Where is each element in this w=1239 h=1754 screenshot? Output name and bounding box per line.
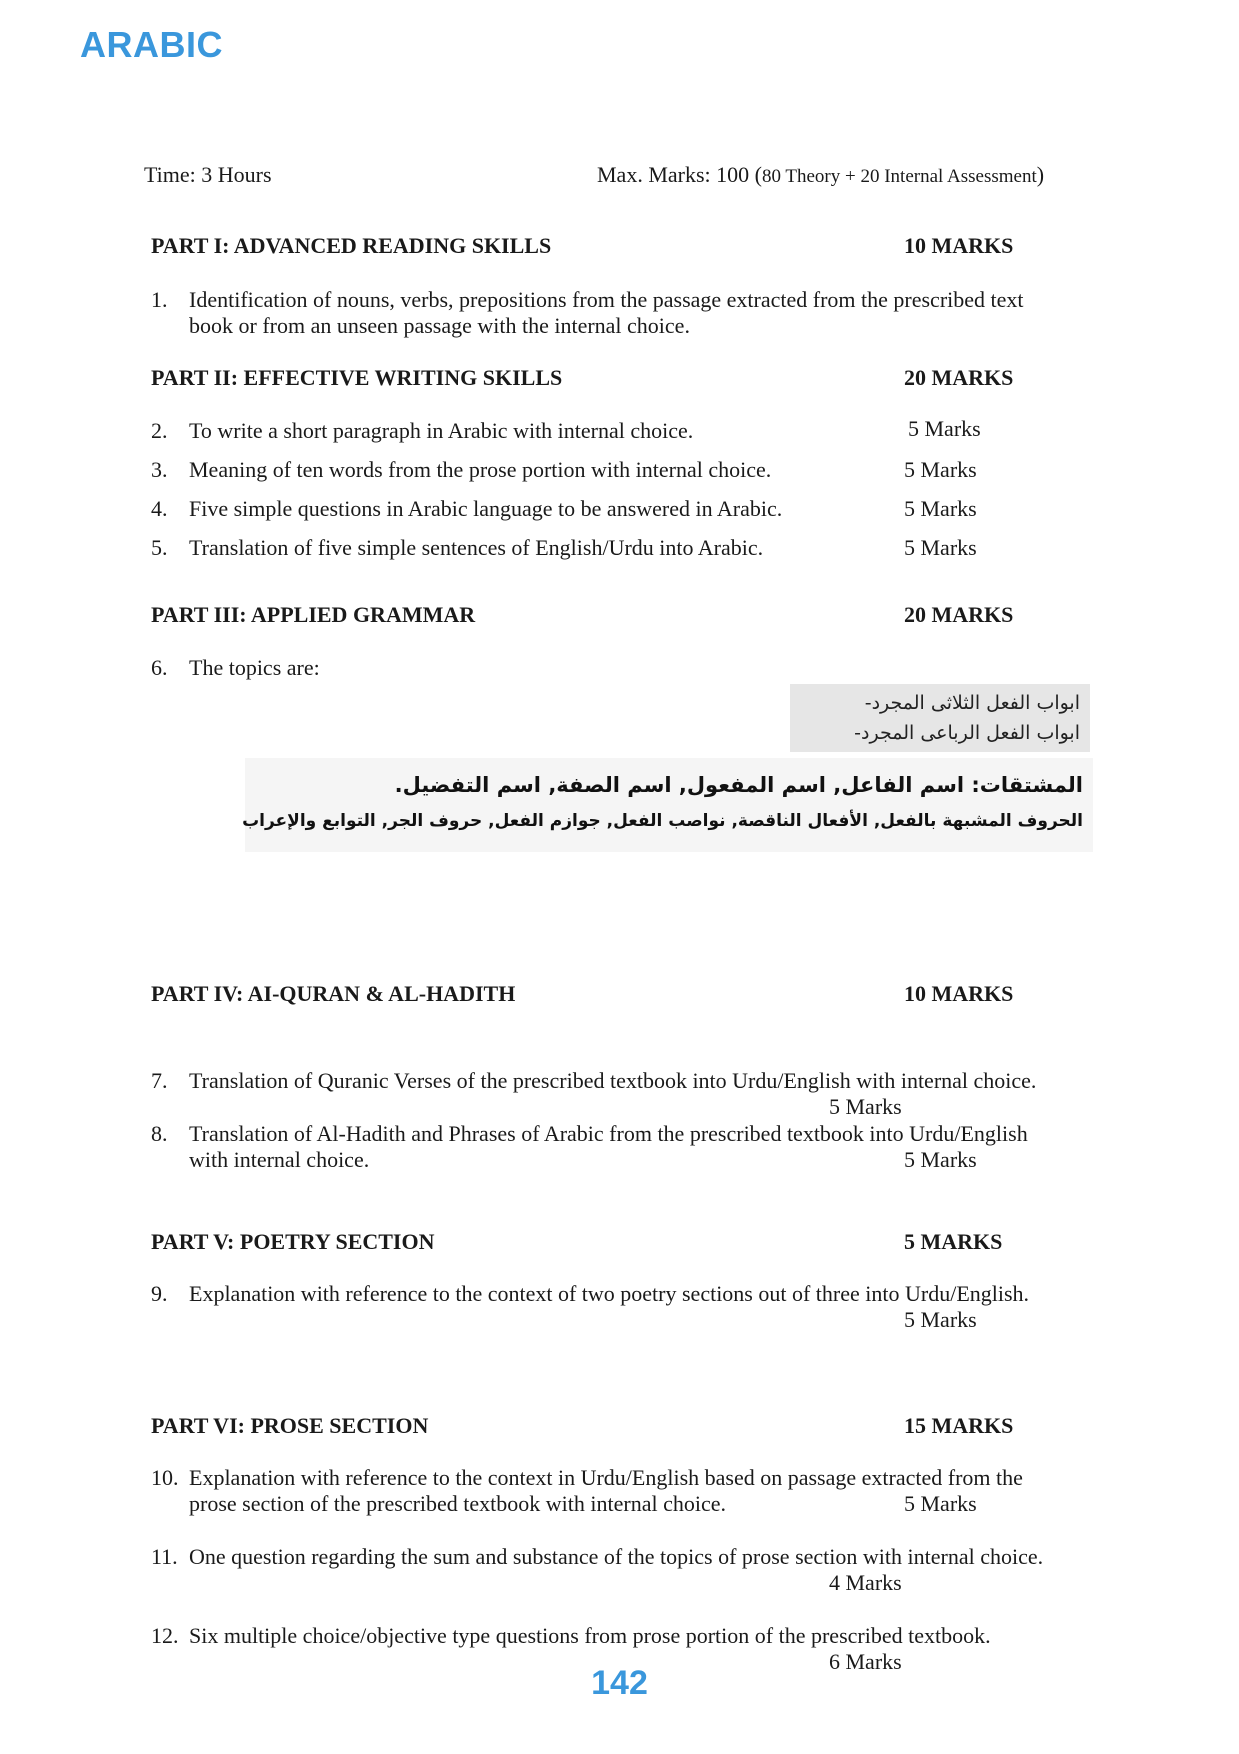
part1-marks: 10 MARKS (904, 233, 1014, 258)
arabic-verb-forms-box (790, 684, 1090, 752)
part2-marks: 20 MARKS (904, 365, 1014, 390)
q4-number: 4. (151, 496, 168, 521)
q9-text: Explanation with reference to the context of two poetry sections out of three into Urdu/English. (189, 1281, 1030, 1306)
q11-marks: 4 Marks (829, 1570, 902, 1595)
q9-marks: 5 Marks (904, 1307, 977, 1332)
arabic-topic-line4: الحروف المشبهة بالفعل, الأفعال الناقصة, نواصب الفعل, جوازم الفعل, حروف الجر, التوابع والإعراب (242, 811, 1083, 831)
q8-number: 8. (151, 1121, 168, 1146)
q5-number: 5. (151, 535, 168, 560)
part5-title: PART V: POETRY SECTION (151, 1229, 435, 1254)
arabic-topic-line3: المشتقات: اسم الفاعل, اسم المفعول, اسم الصفة, اسم التفضيل. (394, 773, 1083, 797)
q1-text-line1: Identification of nouns, verbs, prepositions from the passage extracted from the prescribed text (189, 287, 1024, 312)
q7-marks: 5 Marks (829, 1094, 902, 1119)
part6-marks: 15 MARKS (904, 1413, 1014, 1438)
part3-title: PART III: APPLIED GRAMMAR (151, 602, 476, 627)
q2-number: 2. (151, 418, 168, 443)
q2-text: To write a short paragraph in Arabic with internal choice. (189, 418, 694, 443)
q5-text: Translation of five simple sentences of English/Urdu into Arabic. (189, 535, 764, 560)
q1-number: 1. (151, 287, 168, 312)
q12-number: 12. (151, 1623, 179, 1648)
part4-title: PART IV: AI-QURAN & AL-HADITH (151, 981, 516, 1006)
time-label: Time: 3 Hours (144, 162, 272, 187)
q8-marks: 5 Marks (904, 1147, 977, 1172)
q10-number: 10. (151, 1465, 179, 1490)
q6-text: The topics are: (189, 655, 320, 680)
q10-marks: 5 Marks (904, 1491, 977, 1516)
q4-marks: 5 Marks (904, 496, 977, 521)
q11-number: 11. (151, 1544, 178, 1569)
q1-text-line2: book or from an unseen passage with the internal choice. (189, 313, 690, 338)
max-marks: Max. Marks: 100 (80 Theory + 20 Internal Assessment) (597, 162, 1045, 187)
arabic-topic-line2: ابواب الفعل الرباعی المجرد- (854, 722, 1080, 744)
page-number: 142 (591, 1664, 648, 1702)
q2-marks: 5 Marks (908, 416, 981, 441)
q12-marks: 6 Marks (829, 1649, 902, 1674)
q8-text-line1: Translation of Al-Hadith and Phrases of Arabic from the prescribed textbook into Urdu/English (189, 1121, 1028, 1146)
q11-text: One question regarding the sum and substance of the topics of prose section with internal choice. (189, 1544, 1044, 1569)
subject-title: ARABIC (80, 24, 223, 65)
q3-marks: 5 Marks (904, 457, 977, 482)
part6-title: PART VI: PROSE SECTION (151, 1413, 429, 1438)
q3-text: Meaning of ten words from the prose portion with internal choice. (189, 457, 772, 482)
arabic-topic-line1: ابواب الفعل الثلاثی المجرد- (864, 692, 1080, 714)
q10-text-line2: prose section of the prescribed textbook with internal choice. (189, 1491, 726, 1516)
part4-marks: 10 MARKS (904, 981, 1014, 1006)
q10-text-line1: Explanation with reference to the context in Urdu/English based on passage extracted from the (189, 1465, 1023, 1490)
part3-marks: 20 MARKS (904, 602, 1014, 627)
q7-text: Translation of Quranic Verses of the prescribed textbook into Urdu/English with internal choice. (189, 1068, 1037, 1093)
q9-number: 9. (151, 1281, 168, 1306)
part2-title: PART II: EFFECTIVE WRITING SKILLS (151, 365, 563, 390)
q4-text: Five simple questions in Arabic language to be answered in Arabic. (189, 496, 783, 521)
part5-marks: 5 MARKS (904, 1229, 1003, 1254)
part1-title: PART I: ADVANCED READING SKILLS (151, 233, 552, 258)
q8-text-line2: with internal choice. (189, 1147, 370, 1172)
q7-number: 7. (151, 1068, 168, 1093)
q12-text: Six multiple choice/objective type questions from prose portion of the prescribed textbook. (189, 1623, 991, 1648)
q3-number: 3. (151, 457, 168, 482)
q5-marks: 5 Marks (904, 535, 977, 560)
arabic-grammar-topics-box (242, 758, 1093, 852)
q6-number: 6. (151, 655, 168, 680)
